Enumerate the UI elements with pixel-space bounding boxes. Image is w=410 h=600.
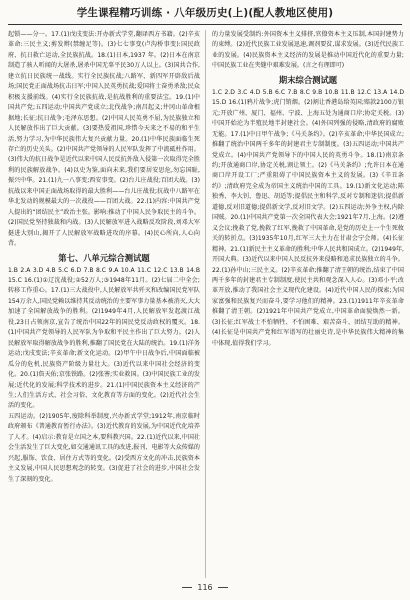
section-title: 期末综合测试题 <box>278 74 338 85</box>
answer-block: 的力量发展受制约:外国资本主义排挤,官僚资本主义压制,本国封建势力的束缚。(2)近代民族工业发展迅速,调剂要贫,谋求发展。(3)近代民族工业的发展。(4)民族资本主义经济的发展是推动中国近代化的重要力量;中国民族工业在夹缝中艰难发展。(言之有理即可) <box>212 31 404 70</box>
answer-block: 1.C 2.D 3.C 4.D 5.B 6.C 7.B 8.C 9.B 10.B 11.B 12.C 13.A 14.D 15.D 16.(1)鸦片战争;虎门销烟。(2)割让香港岛给英国;赔款2100万银元;开放广州、厦门、福州、宁波、上海五处为通商口岸;协定关税。(3)中国开始沦为半殖民地半封建社会。(4)外国列强的侵略,清政府的腐败无能。17.(1)中日甲午战争;《马关条约》。(2)辛亥革命;中华民国成立;推翻了统治中国两千多年的封建君主专制制度。(3)五四运动;中国共产党成立。(4)中国共产党领导下的中国人民的英勇斗争。18.(1)南京条约;开放通商口岸,协定关税,割让领土。(2)《马关条约》;允许日本在通商口岸开设工厂;严重阻碍了中国民族资本主义的发展。(3)《辛丑条约》;清政府完全成为帝国主义统治中国的工具。19.(1)新文化运动;陈独秀、李大钊、鲁迅、胡适等;提倡民主和科学,反对专制和迷信;提倡新道德,反对旧道德;提倡新文学,反对旧文学。(2)五四运动;外争主权,内除国贼。20.(1)中国共产党第一次全国代表大会;1921年7月,上海。(2)遵义会议;挽救了党,挽救了红军,挽救了中国革命,是党的历史上一个生死攸关的转折点。(3)1935年10月,红军三大主力在甘肃会宁会师。(4)长征精神。21.(1)新民主主义革命的胜利;中华人民共和国成立。(2)1949年,开国大典。(3)近代以来中国人民反抗外来侵略和追求民族独立的斗争。22.(1)孙中山;三民主义。(2)辛亥革命;推翻了清王朝的统治,结束了中国两千多年的封建君主专制制度,使民主共和观念深入人心。(3)邓小平;改革开放,推动了我国社会主义现代化建设。(4)近代中国人民的探索;为国家富强和民族复兴而奋斗,要学习他们的精神。23.(1)1911年辛亥革命推翻了清王朝。(2)1921年中国共产党成立,中国革命面貌焕然一新。(3)长征;红军战士不怕牺牲、不怕困难、艰苦奋斗、团结互助的精神。(4)长征是中国共产党和红军谱写的壮丽史诗,是中华民族伟大精神的集中体现,值得我们学习。 <box>212 88 404 347</box>
page-title: 学生课程精巧训练 · 八年级历史(上)(配人教地区使用) <box>76 6 334 19</box>
left-column <box>8 30 200 578</box>
page-footer <box>0 580 410 594</box>
page-header <box>0 0 410 24</box>
footer-dash <box>218 587 228 588</box>
answer-block: 起锁——分一。17.(1)戊戌变法:开办新式学堂,翻译西方书籍。(2)辛亥革命:三民主义;剪发辫(禁缠足等)。(3)七七事变(卢沟桥事变):国民政府、抗日救亡运动,全民族抗战。18.(1)日本,1937 年。(2)日本在南京制造了骇人听闻的大屠杀,屠杀中国无辜平民30万人以上。(3)国共合作,建立抗日民族统一战线。实行全民族抗战;八路军、新四军开辟敌后战场;国民党正面战场抗击日军;中国人民英勇抗战;爱国将士奋勇杀敌;民众积极支援前线。(4)实行全民族抗战,是抗战胜利的重要法宝。19.(1)中国共产党;五四运动;中国共产党成立;北伐战争;南昌起义;井冈山革命根据地;长征;抗日战争;毛泽东思想。(2)中国人民英勇不屈,为民族独立和人民解放作出了巨大贡献。(3)要热爱祖国,珍惜今天来之不易的和平生活,努力学习,为中华民族伟大复兴贡献力量。20.(1)中华民族面临生死存亡的历史关头。(2)中国共产党领导的人民军队发挥了中流砥柱作用。(3)伟大的抗日战争是近代以来中国人民反抗外敌入侵第一次取得完全胜利的民族解放战争。(4)以史为鉴,面向未来,我们要居安思危,勿忘国耻,振兴中华。21.(1)九一八事变;西安事变。(2)台儿庄战役;百团大战。(3)抗战以来中国正面战场取得的最大胜利——台儿庄战役;抗战中八路军在华北发动的规模最大的一次战役——百团大战。22.(1)内容:中国共产党人提出的“团结民主”政治主张。影响:推动了中国人民争取民主的斗争。(2)国民党坚持独裁和内战。(3)人民解放军进入战略反攻阶段,刘邓大军挺进大别山,揭开了人民解放军战略进攻的序幕。(4)民心所向,人心向背。 <box>8 31 200 248</box>
page-number: 116 <box>197 582 213 592</box>
right-column <box>212 30 404 578</box>
answer-block: 1.B 2.A 3.D 4.B 5.C 6.D 7.B 8.C 9.A 10.A 11.C 12.C 13.B 14.B 15.C 16.(1)①辽沈战役;②52万人;③1948年11月。(2)七届二中全会;转移工作重心。17.(1)三大战役中,人民解放军共歼灭和改编国民党军队154万余人,国民党赖以维持其反动统治的主要军事力量基本被消灭,大大加速了全国解放战争的胜利。(2)1949年4月,人民解放军发起渡江战役,23日占领南京,宣告了统治中国22年的国民党反动政权的覆灭。18.(1)中国共产党领导的人民军队为争取和平民主作出了巨大努力。(2)人民解放军取得解放战争的胜利,推翻了国民党在大陆的统治。19.(1)洋务运动;戊戌变法;辛亥革命;新文化运动。(2)甲午中日战争后,中国面临被瓜分的危机,民族资产阶级力量壮大。(3)近代以来中国社会经济的变化。20.(1)詹天佑;京张铁路。(2)张謇;实业救国。(3)中国民族工业的发展;近代化的发展;科学技术的进步。21.(1)中国民族资本主义经济的产生;人们生活方式、社会习俗、文化教育等方面的变化。(2)近代社会生活的变化。 <box>8 266 200 410</box>
column-divider <box>205 30 206 578</box>
answer-block: 五四运动。(2)1905年,废除科举制度,兴办新式学堂;1912年,南京临时政府颁布《普通教育暂行办法》。(3)近代教育的发展,为中国近代化培养了人才。(4)启示:教育是立国之本,要科教兴国。22.(1)近代以来,中国社会生活发生了巨大变化,如交通通讯工具的改进,报刊、电影等大众传媒的兴起,服饰、饮食、居住方式等的变化。(2)受西方文化的冲击,民族资本主义发展,中国人民思想观念的转变。(3)促进了社会的进步,中国社会发生了深刻的变化。 <box>8 412 200 483</box>
header-rule <box>8 24 402 25</box>
footer-dash <box>182 587 192 588</box>
section-title: 第七、八单元综合测试题 <box>58 252 150 263</box>
